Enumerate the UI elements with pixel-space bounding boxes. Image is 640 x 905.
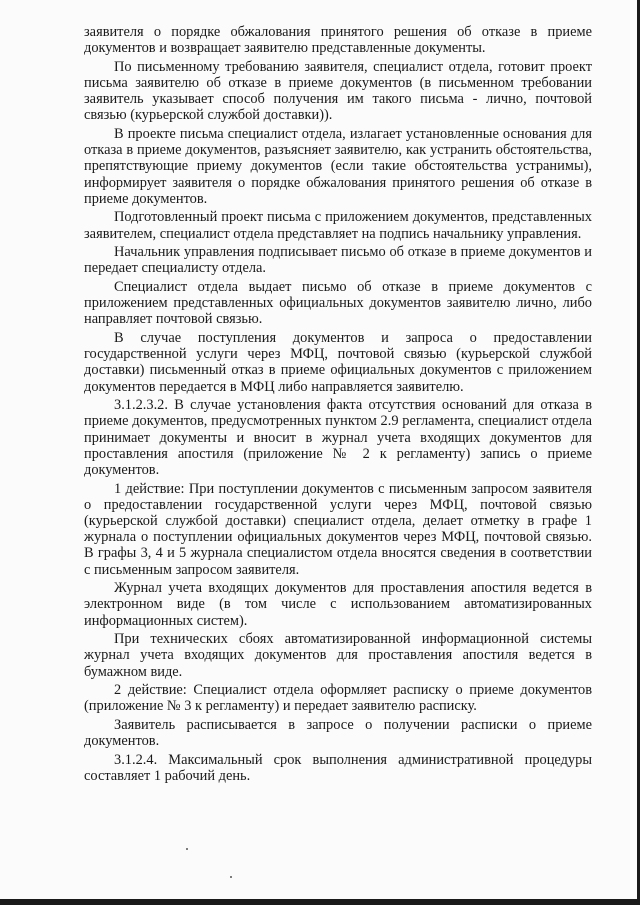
paragraph-7: В случае поступления документов и запроса о предоставлении государственной услуги через МФЦ, почтовой связью (курьерской службой доставки) письменный отказ в приеме официальных документов с приложением документов передается в МФЦ либо направляется заявителю. [84, 330, 592, 395]
paragraph-13: Заявитель расписывается в запросе о получении расписки о приеме документов. [84, 717, 592, 750]
paragraph-2: По письменному требованию заявителя, специалист отдела, готовит проект письма заявителю об отказе в приеме документов (в письменном требовании заявитель указывает способ получения им такого письма - лично, почтовой связью (курьерской службой доставки)). [84, 58, 592, 124]
paragraph-5: Начальник управления подписывает письмо об отказе в приеме документов и передает специалисту отдела. [84, 244, 592, 277]
scan-edge-bottom [0, 899, 640, 905]
paragraph-9: 1 действие: При поступлении документов с письменным запросом заявителя о предоставлении государственной услуги через МФЦ, почтовой связью (курьерской службой доставки) специалист отдела, делает отметку в графе 1 журнала о поступлении официальных документов через МФЦ, почтовой связью. В графы 3, 4 и 5 журнала специалистом отдела вносятся сведения в соответствии с письменным запросом заявителя. [84, 480, 592, 578]
paragraph-12: 2 действие: Специалист отдела оформляет расписку о приеме документов (приложение № 3 к регламенту) и передает заявителю расписку. [84, 682, 592, 715]
paragraph-11: При технических сбоях автоматизированной информационной системы журнал учета входящих документов для проставления апостиля ведется в бумажном виде. [84, 631, 592, 680]
document-body [84, 24, 592, 787]
paragraph-14: 3.1.2.4. Максимальный срок выполнения административной процедуры составляет 1 рабочий день. [84, 751, 592, 785]
scan-speck [186, 848, 188, 850]
paragraph-6: Специалист отдела выдает письмо об отказе в приеме документов с приложением представленных официальных документов заявителю лично, либо направляет почтовой связью. [84, 279, 592, 328]
paragraph-10: Журнал учета входящих документов для проставления апостиля ведется в электронном виде (в том числе с использованием автоматизированных информационных систем). [84, 580, 592, 629]
paragraph-1: заявителя о порядке обжалования принятого решения об отказе в приеме документов и возвращает заявителю представленные документы. [84, 24, 592, 57]
scan-speck [230, 876, 232, 878]
paragraph-3: В проекте письма специалист отдела, излагает установленные основания для отказа в приеме документов, разъясняет заявителю, как устранить обстоятельства, препятствующие приему документов (если такие обстоятельства устранимы), информирует заявителя о порядке обжалования принятого решения об отказе в приеме документов. [84, 126, 592, 207]
paragraph-4: Подготовленный проект письма с приложением документов, представленных заявителем, специалист отдела представляет на подпись начальнику управления. [84, 209, 592, 242]
paragraph-8: 3.1.2.3.2. В случае установления факта отсутствия оснований для отказа в приеме документов, предусмотренных пунктом 2.9 регламента, специалист отдела принимает документы и вносит в журнал учета входящих документов для проставления апостиля (приложение № 2 к регламенту) запись о приеме документов. [84, 397, 592, 479]
